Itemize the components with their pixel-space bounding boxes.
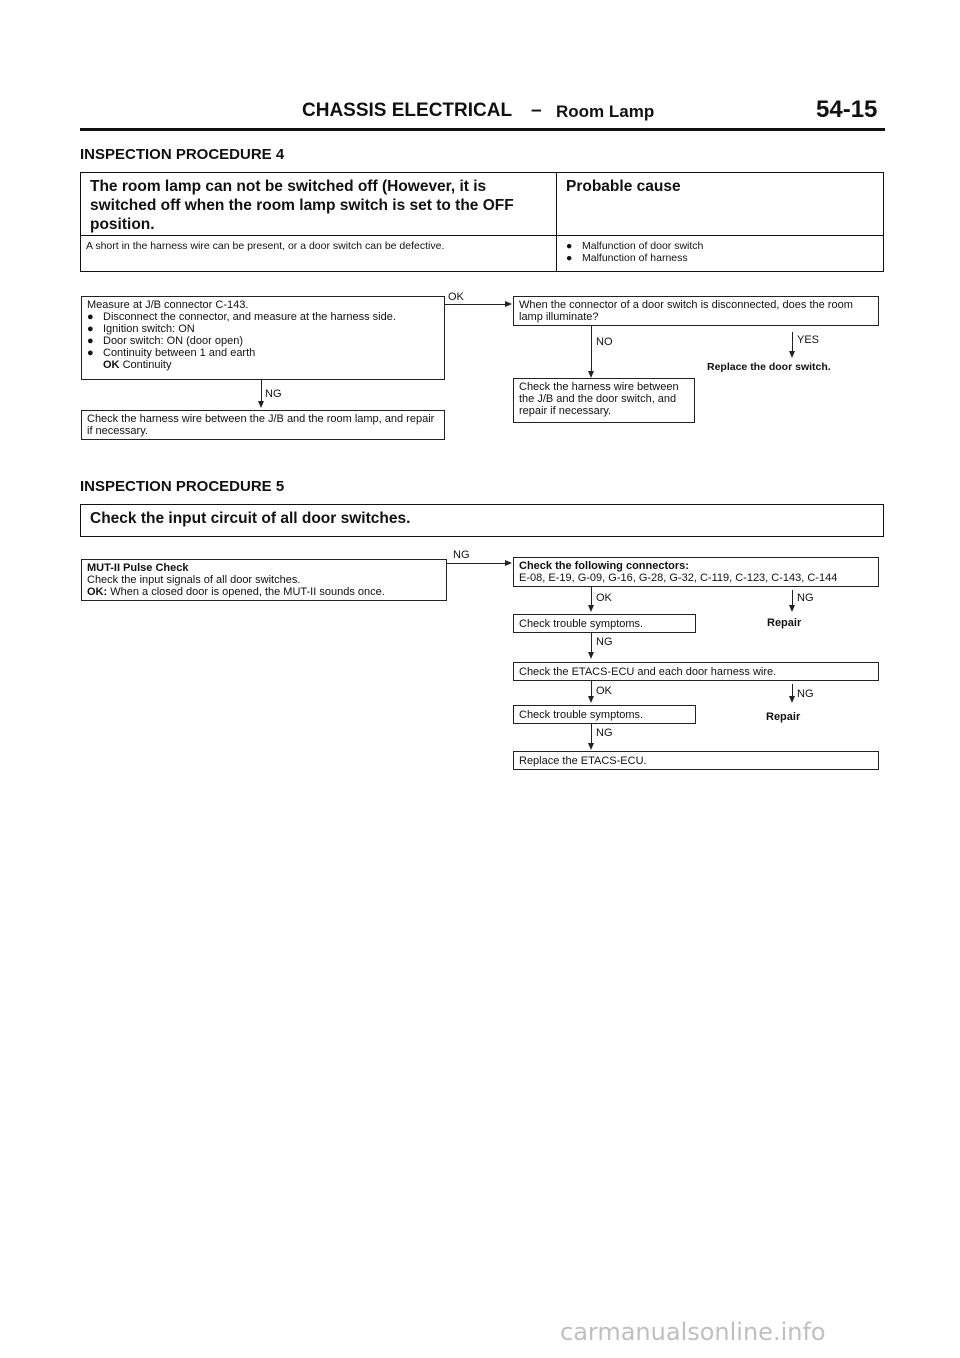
step-text: Check the harness wire between the J/B and the room lamp, and repair if necessary. — [87, 413, 435, 437]
connector-list: E-08, E-19, G-09, G-16, G-28, G-32, C-119, C-123, C-143, C-144 — [519, 572, 838, 584]
procedure-4-table — [80, 172, 884, 272]
result-repair: Repair — [767, 617, 802, 629]
arrow-down-icon — [258, 401, 264, 408]
step-title: Check the following connectors: — [519, 560, 689, 572]
connector-yes-label: YES — [797, 334, 820, 346]
result-repair: Repair — [766, 711, 801, 723]
step-title: Measure at J/B connector C-143. — [87, 299, 249, 311]
step-door-switch-box — [513, 296, 879, 326]
step-text: Check the ETACS-ECU and each door harness wire. — [519, 666, 777, 678]
connector-ok-line — [591, 587, 592, 606]
topic-title: Room Lamp — [556, 102, 655, 121]
step-check-symptoms-box — [513, 705, 696, 724]
connector-ng-line — [591, 724, 592, 744]
cause-item: ● Malfunction of harness — [566, 252, 688, 264]
step-item: ● Ignition switch: ON — [87, 323, 195, 335]
step-title: MUT-II Pulse Check — [87, 562, 189, 574]
table-divider-vertical — [556, 173, 557, 271]
step-text: Check the harness wire between the J/B and the door switch, and repair if necessary. — [519, 381, 679, 417]
step-text: Replace the ETACS-ECU. — [519, 755, 647, 767]
connector-ng-label: NG — [596, 727, 613, 739]
connector-ng-line — [261, 380, 262, 402]
probable-cause-label: Probable cause — [566, 178, 681, 195]
step-replace-ecu-box — [513, 751, 879, 770]
arrow-down-icon — [789, 605, 795, 612]
connector-ng-line — [447, 563, 507, 564]
connector-yes-line — [792, 332, 793, 352]
symptom-text: Check the input circuit of all door switches. — [90, 510, 411, 527]
arrow-right-icon — [505, 301, 512, 307]
step-text: Check the input signals of all door switches. — [87, 574, 301, 586]
step-text: Check trouble symptoms. — [519, 709, 644, 721]
connector-ok-label: OK — [448, 291, 464, 303]
step-item: ● Door switch: ON (door open) — [87, 335, 243, 347]
step-connectors-box — [513, 557, 879, 587]
arrow-down-icon — [588, 371, 594, 378]
step-etacs-harness-box — [513, 662, 879, 681]
page-header — [80, 96, 885, 128]
arrow-down-icon — [789, 351, 795, 358]
procedure-5-heading: INSPECTION PROCEDURE 5 — [80, 478, 285, 495]
step-ok-criteria: OK Continuity — [103, 359, 172, 371]
connector-ng-label: NG — [265, 388, 282, 400]
step-mut-pulse-box — [81, 559, 447, 601]
connector-ok-label: OK — [596, 592, 612, 604]
title-dash: – — [531, 100, 542, 121]
arrow-right-icon — [505, 560, 512, 566]
table-divider-horizontal — [81, 235, 883, 236]
section-title: CHASSIS ELECTRICAL — [302, 100, 513, 121]
arrow-down-icon — [588, 743, 594, 750]
step-harness-door-box — [513, 378, 695, 423]
footer-watermark: carmanualsonline.info — [560, 1318, 826, 1346]
page-number: 54-15 — [816, 96, 878, 123]
cause-list — [566, 240, 876, 264]
arrow-down-icon — [588, 696, 594, 703]
arrow-down-icon — [588, 652, 594, 659]
connector-ng-label: NG — [596, 636, 613, 648]
connector-ng-label: NG — [797, 688, 814, 700]
connector-ok-line — [445, 304, 507, 305]
step-measure-box — [81, 296, 445, 380]
connector-ng-line — [792, 590, 793, 606]
step-item: ● Disconnect the connector, and measure at the harness side. — [87, 311, 396, 323]
step-text: Check trouble symptoms. — [519, 618, 644, 630]
connector-ng-label: NG — [453, 549, 470, 561]
symptom-text: The room lamp can not be switched off (However, it is switched off when the room lamp switch is set to the OFF position. — [90, 178, 514, 233]
result-replace-door-switch: Replace the door switch. — [707, 361, 831, 373]
connector-no-line — [591, 326, 592, 372]
connector-ng-line — [591, 633, 592, 653]
step-item: ● Continuity between 1 and earth — [87, 347, 256, 359]
arrow-down-icon — [588, 605, 594, 612]
step-text: When the connector of a door switch is disconnected, does the room lamp illuminate? — [519, 299, 853, 323]
connector-ok-label: OK — [596, 685, 612, 697]
description-text: A short in the harness wire can be present, or a door switch can be defective. — [86, 240, 445, 252]
cause-item: ● Malfunction of door switch — [566, 240, 704, 252]
arrow-down-icon — [789, 696, 795, 703]
connector-ok-line — [591, 681, 592, 697]
step-check-symptoms-box — [513, 614, 696, 633]
header-rule — [80, 128, 885, 131]
step-ok-criteria: OK: When a closed door is opened, the MUT-II sounds once. — [87, 586, 385, 598]
connector-no-label: NO — [596, 336, 613, 348]
connector-ng-label: NG — [797, 592, 814, 604]
procedure-4-heading: INSPECTION PROCEDURE 4 — [80, 146, 285, 163]
step-harness-box — [81, 410, 445, 440]
procedure-5-table — [80, 504, 884, 537]
